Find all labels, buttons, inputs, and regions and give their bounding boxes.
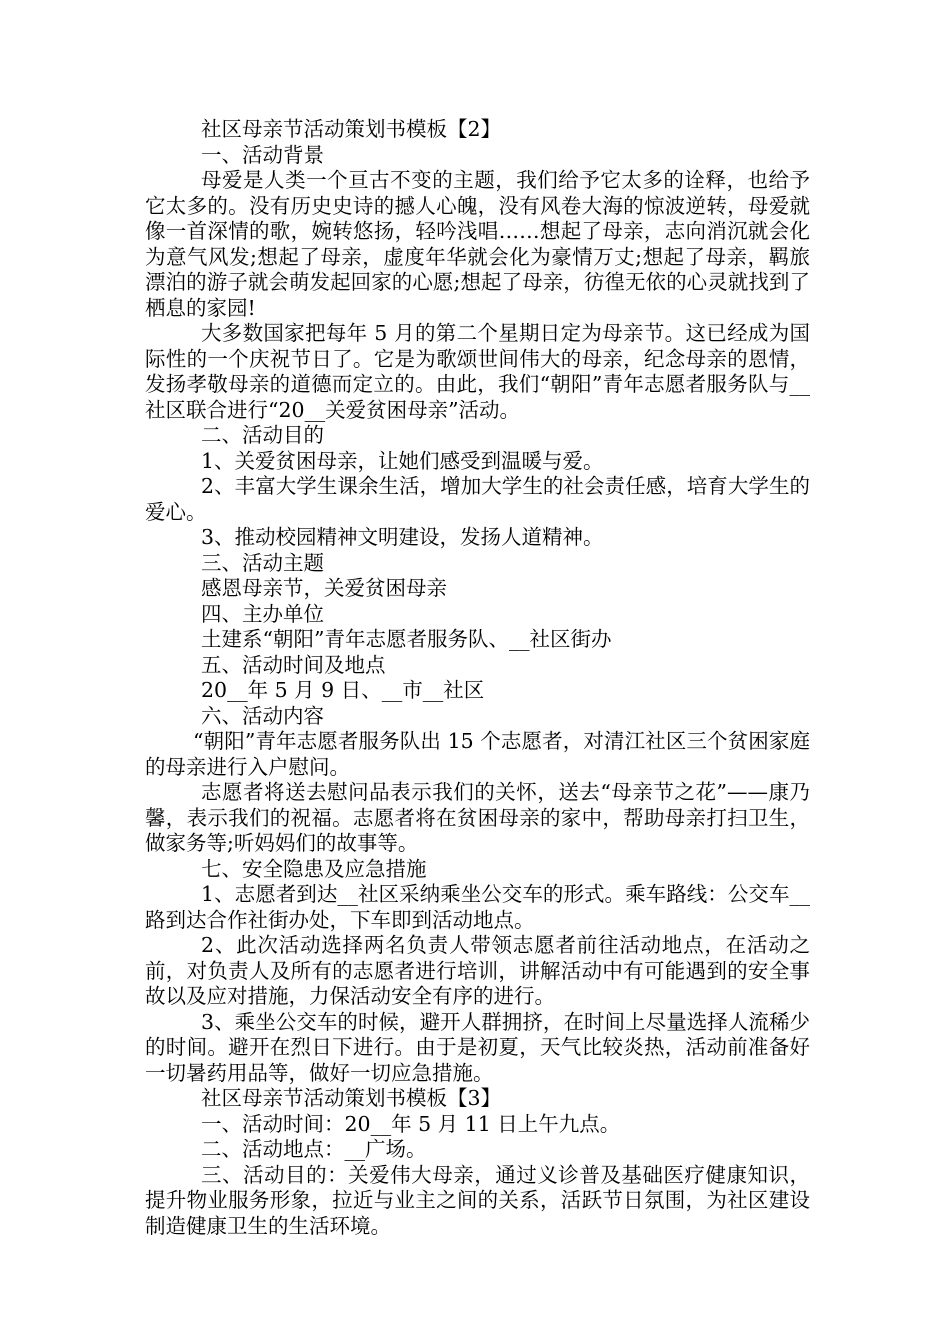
- heading-activity-purpose: 二、活动目的: [201, 423, 324, 447]
- template3-time: 一、活动时间：20__年 5 月 11 日上午九点。: [201, 1111, 621, 1136]
- heading-time-place: 五、活动时间及地点: [201, 652, 386, 677]
- heading-activity-theme: 三、活动主题: [201, 550, 324, 575]
- safety-item-3: 3、乘坐公交车的时候，避开人群拥挤，在时间上尽量选择人流稀少的时间。避开在烈日下进行。由于是初夏，天气比较炎热，活动前准备好一切暑药用品等，做好一切应急措施。: [145, 1009, 810, 1085]
- time-place-text: 20__年 5 月 9 日、__市__社区: [201, 678, 485, 702]
- section-title-template-3: 社区母亲节活动策划书模板【3】: [201, 1086, 502, 1110]
- purpose-item-1: 1、关爱贫困母亲，让她们感受到温暖与爱。: [201, 448, 604, 473]
- document-body: [145, 117, 810, 1239]
- heading-activity-content: 六、活动内容: [201, 703, 324, 728]
- heading-organizer: 四、主办单位: [201, 601, 324, 626]
- activity-theme-text: 感恩母亲节，关爱贫困母亲: [201, 576, 447, 600]
- organizer-text: 土建系“朝阳”青年志愿者服务队、__社区街办: [201, 627, 612, 651]
- content-paragraph-2: 志愿者将送去慰问品表示我们的关怀，送去“母亲节之花”——康乃馨，表示我们的祝福。志愿者将在贫困母亲的家中，帮助母亲打扫卫生，做家务等;听妈妈们的故事等。: [145, 780, 810, 855]
- safety-item-2: 2、此次活动选择两名负责人带领志愿者前往活动地点，在活动之前，对负责人及所有的志愿者进行培训，讲解活动中有可能遇到的安全事故以及应对措施，力保活动安全有序的进行。: [145, 933, 810, 1008]
- purpose-item-3: 3、推动校园精神文明建设，发扬人道精神。: [201, 525, 604, 549]
- template3-purpose: 三、活动目的：关爱伟大母亲，通过义诊普及基础医疗健康知识，提升物业服务形象，拉近与业主之间的关系，活跃节日氛围，为社区建设制造健康卫生的生活环境。: [145, 1162, 810, 1238]
- content-paragraph-1: “朝阳”青年志愿者服务队出 15 个志愿者，对清江社区三个贫困家庭的母亲进行入户慰问。: [145, 729, 810, 779]
- paragraph-background-1: 母爱是人类一个亘古不变的主题，我们给予它太多的诠释，也给予它太多的。没有历史史诗的撼人心魄，没有风卷大海的惊波逆转，母爱就像一首深情的歌，婉转悠扬，轻吟浅唱……想起了母亲，志向消沉就会化为意气风发;想起了母亲，虚度年华就会化为豪情万丈;想起了母亲，羁旅漂泊的游子就会萌发起回家的心愿;想起了母亲，彷徨无依的心灵就找到了栖息的家园!: [145, 168, 810, 320]
- template3-place: 二、活动地点：__广场。: [201, 1137, 427, 1161]
- purpose-item-2: 2、丰富大学生课余生活，增加大学生的社会责任感，培育大学生的爱心。: [145, 474, 810, 524]
- section-title-template-2: 社区母亲节活动策划书模板【2】: [201, 117, 502, 141]
- safety-item-1: 1、志愿者到达__社区采纳乘坐公交车的形式。乘车路线：公交车__路到达合作社街办处，下车即到活动地点。: [145, 882, 810, 932]
- paragraph-background-2: 大多数国家把每年 5 月的第二个星期日定为母亲节。这已经成为国际性的一个庆祝节日了。它是为歌颂世间伟大的母亲，纪念母亲的恩情，发扬孝敬母亲的道德而定立的。由此，我们“朝阳”青年志愿者服务队与__社区联合进行“20__关爱贫困母亲”活动。: [145, 321, 810, 422]
- heading-activity-background: 一、活动背景: [201, 142, 324, 167]
- heading-safety: 七、安全隐患及应急措施: [201, 856, 427, 881]
